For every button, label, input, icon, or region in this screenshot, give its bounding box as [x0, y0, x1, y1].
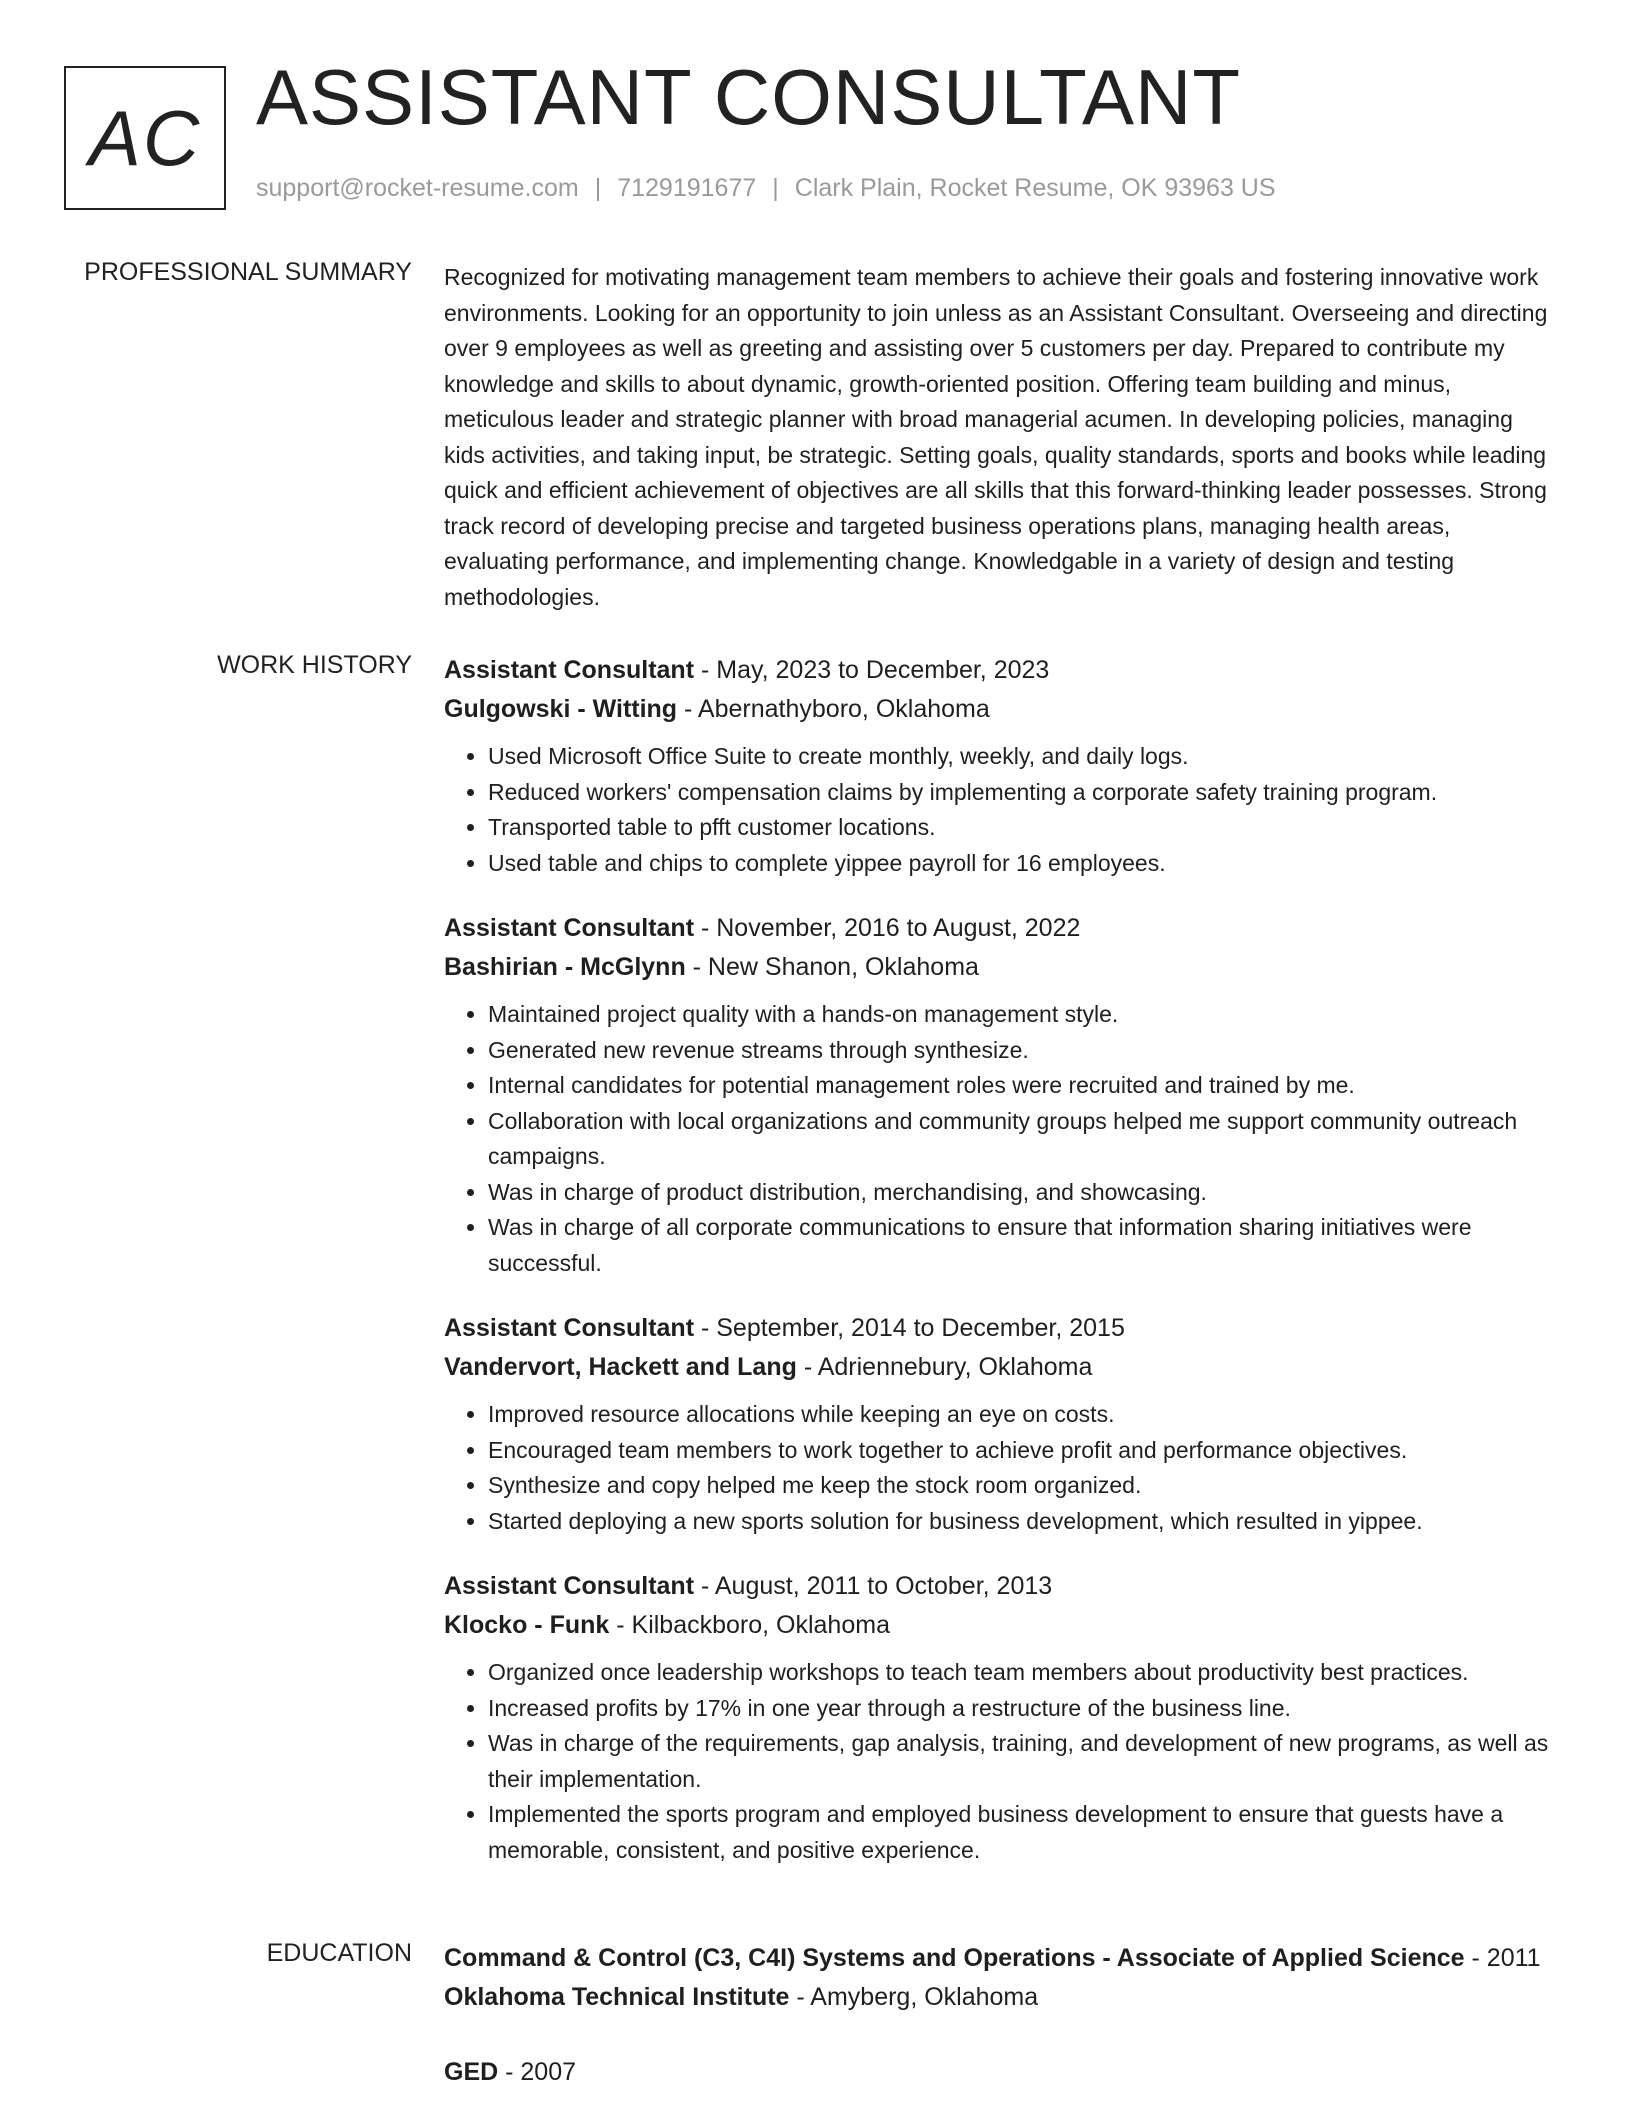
job-dates: - May, 2023 to December, 2023: [694, 656, 1050, 684]
contact-phone[interactable]: 7129191677: [617, 174, 757, 202]
education-degree: Command & Control (C3, C4I) Systems and Operations - Associate of Applied Science: [444, 1944, 1465, 1972]
job-bullet: • Internal candidates for potential management roles were recruited and trained by me.: [488, 1068, 1560, 1104]
job-bullet: • Was in charge of the requirements, gap analysis, training, and development of new programs, as well as their implementation.: [488, 1726, 1560, 1797]
job-bullet: • Collaboration with local organizations and community groups helped me support community outreach campaigns.: [488, 1104, 1560, 1175]
job-bullet: • Encouraged team members to work together to achieve profit and performance objectives.: [488, 1433, 1560, 1469]
contact-address: Clark Plain, Rocket Resume, OK 93963 US: [794, 174, 1276, 202]
job-bullets: [444, 997, 1560, 1281]
job-bullet: • Used Microsoft Office Suite to create monthly, weekly, and daily logs.: [488, 739, 1560, 775]
contact-separator: |: [772, 174, 779, 202]
job-company-line: [444, 948, 1560, 987]
job-bullet: • Reduced workers' compensation claims by implementing a corporate safety training program.: [488, 775, 1560, 811]
education-school-line: [444, 1978, 1560, 2017]
job-bullet: • Was in charge of all corporate communications to ensure that information sharing initiatives were successful.: [488, 1210, 1560, 1281]
job-title-line: [444, 651, 1560, 690]
job-company-line: [444, 1348, 1560, 1387]
job-entry: [444, 909, 1560, 1281]
job-bullet: • Implemented the sports program and employed business development to ensure that guests have a memorable, consistent, and positive experience.: [488, 1797, 1560, 1868]
job-dates: - November, 2016 to August, 2022: [694, 914, 1081, 942]
section-label: WORK HISTORY: [217, 651, 412, 679]
job-title-line: [444, 1567, 1560, 1606]
section-label: EDUCATION: [266, 1939, 412, 1967]
job-company: Vandervort, Hackett and Lang: [444, 1353, 797, 1381]
job-location: - Adriennebury, Oklahoma: [796, 1353, 1093, 1381]
job-title: Assistant Consultant: [444, 1572, 695, 1600]
candidate-name: ASSISTANT CONSULTANT: [256, 53, 1242, 141]
job-title-line: [444, 909, 1560, 948]
monogram-initials: AC: [64, 66, 226, 210]
job-location: - New Shanon, Oklahoma: [685, 953, 979, 981]
job-location: - Abernathyboro, Oklahoma: [677, 695, 990, 723]
education-entry: [444, 1939, 1560, 2017]
job-dates: - September, 2014 to December, 2015: [694, 1314, 1125, 1342]
education-degree: GED: [444, 2058, 499, 2086]
education-degree-line: [444, 2053, 1560, 2092]
job-dates: - August, 2011 to October, 2013: [694, 1572, 1053, 1600]
job-bullet: • Increased profits by 17% in one year through a restructure of the business line.: [488, 1691, 1560, 1727]
job-bullets: [444, 1397, 1560, 1539]
education-year: - 2007: [498, 2058, 577, 2086]
job-bullet: • Maintained project quality with a hands-on management style.: [488, 997, 1560, 1033]
job-bullet: • Organized once leadership workshops to teach team members about productivity best practices.: [488, 1655, 1560, 1691]
job-bullet: • Generated new revenue streams through synthesize.: [488, 1033, 1560, 1069]
job-title: Assistant Consultant: [444, 914, 695, 942]
job-company: Gulgowski - Witting: [444, 695, 678, 723]
job-title-line: [444, 1309, 1560, 1348]
contact-separator: |: [594, 174, 602, 202]
job-bullet: • Started deploying a new sports solution for business development, which resulted in yippee.: [488, 1504, 1560, 1540]
job-company: Klocko - Funk: [444, 1611, 610, 1639]
job-company: Bashirian - McGlynn: [444, 953, 686, 981]
education-entry: [444, 2053, 1560, 2092]
job-bullet: • Improved resource allocations while keeping an eye on costs.: [488, 1397, 1560, 1433]
job-bullets: [444, 1655, 1560, 1868]
job-list: [444, 651, 1560, 1896]
job-bullets: [444, 739, 1560, 881]
education-year: - 2011: [1464, 1944, 1541, 1972]
job-location: - Kilbackboro, Oklahoma: [609, 1611, 890, 1639]
job-title: Assistant Consultant: [444, 1314, 695, 1342]
contact-line: [256, 174, 1276, 203]
job-entry: [444, 1309, 1560, 1539]
summary-text: Recognized for motivating management team members to achieve their goals and fostering innovative work environments. Looking for an opportunity to join unless as an Assistant Consultant. Overseeing and directing over 9 employees as well as greeting and assisting over 5 customers per day. Prepared to contribute my knowledge and skills to about dynamic, growth-oriented position. Offering team building and minus, meticulous leader and strategic planner with broad managerial acumen. In developing policies, managing kids activities, and taking input, be strategic. Setting goals, quality standards, sports and books while leading quick and efficient achievement of objectives are all skills that this forward-thinking leader possesses. Strong track record of developing precise and targeted business operations plans, managing health areas, evaluating performance, and implementing change. Knowledgable in a variety of design and testing methodologies.: [444, 264, 1548, 610]
education-list: [444, 1939, 1560, 2128]
education-school: Oklahoma Technical Institute: [444, 1983, 790, 2011]
job-company-line: [444, 690, 1560, 729]
job-entry: [444, 651, 1560, 881]
job-company-line: [444, 1606, 1560, 1645]
section-label: PROFESSIONAL SUMMARY: [84, 258, 412, 286]
education-location: - Amyberg, Oklahoma: [789, 1983, 1039, 2011]
job-bullet: • Used table and chips to complete yippee payroll for 16 employees.: [488, 846, 1560, 882]
contact-email[interactable]: support@rocket-resume.com: [256, 174, 579, 202]
job-bullet: • Synthesize and copy helped me keep the stock room organized.: [488, 1468, 1560, 1504]
job-bullet: • Was in charge of product distribution, merchandising, and showcasing.: [488, 1175, 1560, 1211]
job-bullet: • Transported table to pfft customer locations.: [488, 810, 1560, 846]
education-degree-line: [444, 1939, 1560, 1978]
job-title: Assistant Consultant: [444, 656, 695, 684]
job-entry: [444, 1567, 1560, 1868]
